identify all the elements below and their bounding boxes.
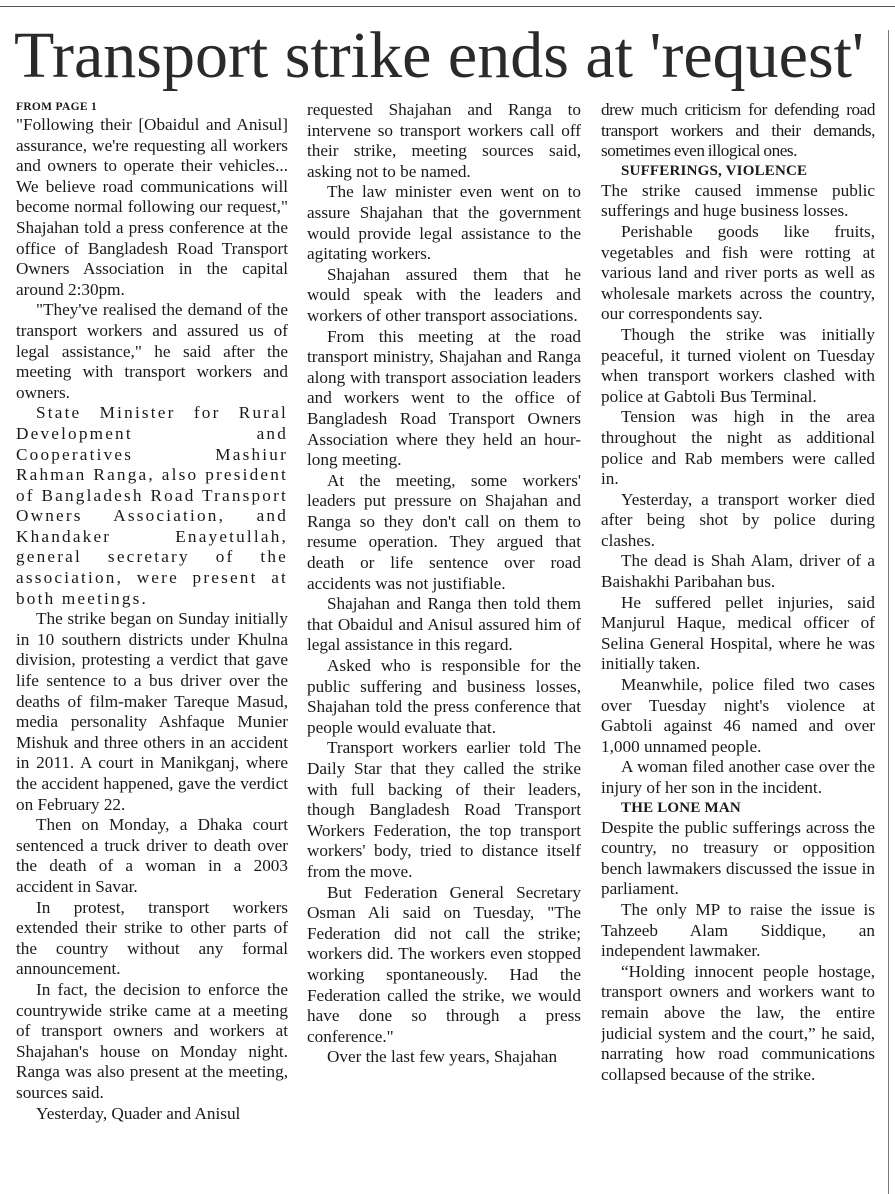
column-rule: [888, 30, 889, 1194]
paragraph: From this meeting at the road transport ministry, Shajahan and Ranga along with transport association leaders and workers went to the office of Bangladesh Road Transport Owners Association where they held an hour-long meeting.: [307, 326, 581, 470]
paragraph: State Minister for Rural Development and Cooperatives Mashiur Rahman Ranga, also president of Bangladesh Road Transport Owners Association, and Khandaker Enayetullah, general secretary of the association, were present at both meetings.: [16, 403, 288, 608]
paragraph: A woman filed another case over the injury of her son in the incident.: [601, 757, 875, 797]
subhead-sufferings-violence: SUFFERINGS, VIOLENCE: [621, 162, 808, 179]
paragraph: Meanwhile, police filed two cases over Tuesday night's violence at Gabtoli against 46 named and over 1,000 unnamed people.: [601, 675, 875, 756]
article-column-1: [16, 100, 288, 1190]
paragraph: Perishable goods like fruits, vegetables and fish were rotting at various land and river ports as well as wholesale markets across the country, our correspondents say.: [601, 221, 875, 324]
paragraph: Asked who is responsible for the public suffering and business losses, Shajahan told the press conference that people would evaluate that.: [307, 656, 581, 737]
paragraph: "They've realised the demand of the transport workers and assured us of legal assistance," he said after the meeting with transport workers and owners.: [16, 300, 288, 402]
top-rule: [0, 6, 895, 7]
subhead-the-lone-man: THE LONE MAN: [621, 799, 741, 816]
paragraph: In protest, transport workers extended their strike to other parts of the country without any formal announcement.: [16, 897, 288, 979]
paragraph: The strike caused immense public sufferings and huge business losses.: [601, 180, 875, 221]
headline: Transport strike ends at 'request': [14, 19, 864, 92]
paragraph: Though the strike was initially peaceful, it turned violent on Tuesday when transport workers clashed with police at Gabtoli Bus Terminal.: [601, 324, 875, 406]
paragraph: Despite the public sufferings across the country, no treasury or opposition bench lawmakers discussed the issue in parliament.: [601, 817, 875, 899]
paragraph: Then on Monday, a Dhaka court sentenced a truck driver to death over the death of a woman in a 2003 accident in Savar.: [16, 815, 288, 896]
paragraph: "Following their [Obaidul and Anisul] assurance, we're requesting all workers and owners to operate their vehicles... We believe road communications will become normal following our request," Shajahan told a press conference at the office of Bangladesh Road Transport Owners Association in the capital around 2:30pm.: [16, 115, 288, 299]
kicker: FROM PAGE 1: [16, 101, 98, 113]
paragraph: Shajahan assured them that he would speak with the leaders and workers of other transport associations.: [307, 264, 581, 325]
paragraph: requested Shajahan and Ranga to intervene so transport workers call off their strike, meeting sources said, asking not to be named.: [307, 100, 581, 181]
paragraph: Yesterday, a transport worker died after being shot by police during clashes.: [601, 489, 875, 550]
paragraph: Over the last few years, Shajahan: [327, 1047, 558, 1067]
paragraph: At the meeting, some workers' leaders put pressure on Shajahan and Ranga so they don't call on them to resume operation. They argued that death or life sentence over road accidents was not justifiable.: [307, 470, 581, 593]
paragraph: The strike began on Sunday initially in 10 southern districts under Khulna division, protesting a verdict that gave life sentence to a bus driver over the deaths of film-maker Tareque Masud, media personality Ashfaque Munier Mishuk and three others in an accident in 2011. A court in Manikganj, where the accident happened, gave the verdict on February 22.: [16, 609, 288, 814]
paragraph: “Holding innocent people hostage, transport owners and workers want to remain above the law, the entire judicial system and the court,” he said, narrating how road communications collapsed because of the strike.: [601, 961, 875, 1084]
paragraph: He suffered pellet injuries, said Manjurul Haque, medical officer of Selina General Hospital, where he was initially taken.: [601, 592, 875, 674]
paragraph: But Federation General Secretary Osman Ali said on Tuesday, "The Federation did not call the strike; workers did. The workers even stopped working spontaneously. Had the Federation called the strike, we would have done so through a press conference.": [307, 882, 581, 1046]
paragraph: Shajahan and Ranga then told them that Obaidul and Anisul assured him of legal assistance in this regard.: [307, 594, 581, 655]
paragraph: The dead is Shah Alam, driver of a Baishakhi Paribahan bus.: [601, 551, 875, 592]
paragraph: The law minister even went on to assure Shajahan that the government would provide legal assistance to the agitating workers.: [307, 182, 581, 264]
article-column-3: [601, 100, 875, 1190]
paragraph: In fact, the decision to enforce the countrywide strike came at a meeting of transport owners and workers at Shajahan's house on Monday night. Ranga was also present at the meeting, sources said.: [16, 979, 288, 1102]
paragraph: Tension was high in the area throughout the night as additional police and Rab members were called in.: [601, 407, 875, 489]
paragraph: Transport workers earlier told The Daily Star that they called the strike with full backing of their leaders, though Bangladesh Road Transport Workers Federation, the top transport workers' body, tried to distance itself from the move.: [307, 738, 581, 881]
paragraph: drew much criticism for defending road transport workers and their demands, sometimes even illogical ones.: [601, 100, 875, 161]
paragraph: The only MP to raise the issue is Tahzeeb Alam Siddique, an independent lawmaker.: [601, 899, 875, 961]
article-column-2: [307, 100, 581, 1190]
paragraph: Yesterday, Quader and Anisul: [36, 1103, 241, 1123]
